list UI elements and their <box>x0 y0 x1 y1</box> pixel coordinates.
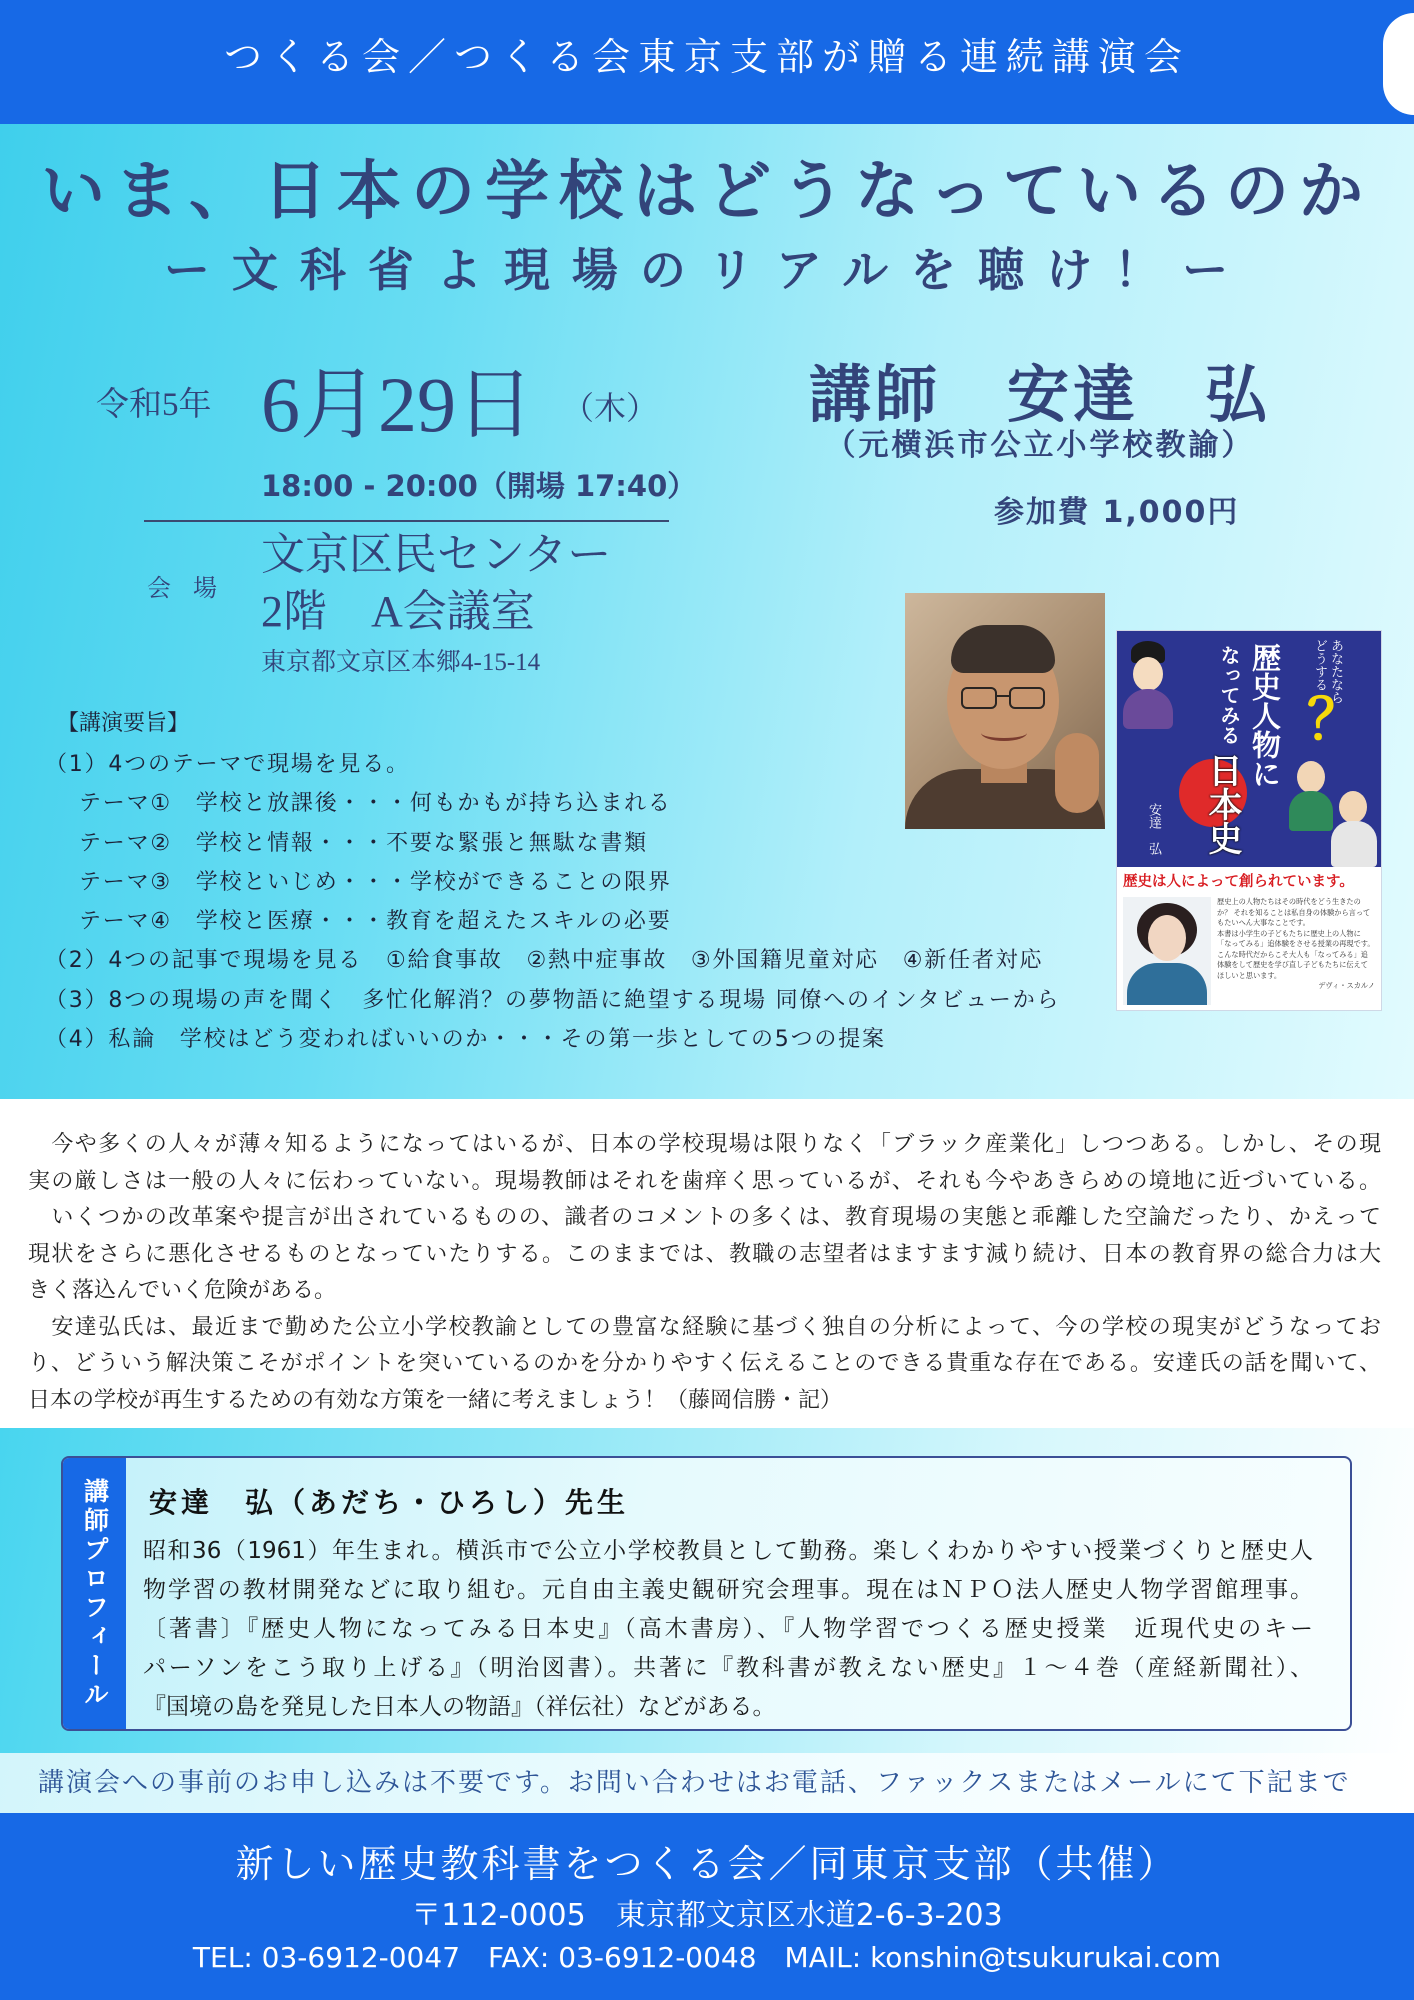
summary-item: （2）4つの記事で現場を見る ①給食事故 ②熱中症事故 ③外国籍児童対応 ④新任者対応 <box>45 948 1044 974</box>
intro-line: り、どういう解決策こそがポイントを突いているのかを分かりやすく伝えることのできる貴重な存在である。安達氏の話を聞いて、 <box>28 1351 1381 1376</box>
book-author: 安達 弘 <box>1146 803 1161 855</box>
book-catchphrase: あなたならどうする <box>1312 639 1343 704</box>
speaker-smile <box>981 725 1027 741</box>
organizer-contact: TEL: 03-6912-0047 FAX: 03-6912-0048 MAIL: konshin@tsukurukai.com <box>192 1941 1222 1974</box>
notice-text: 講演会への事前のお申し込みは不要です。お問い合わせはお電話、ファックスまたはメールにて下記まで <box>38 1768 1351 1798</box>
book-cover <box>1117 631 1381 1010</box>
venue-name: 文京区民センター <box>261 530 612 579</box>
intro-line: 今や多くの人々が薄々知るようになってはいるが、日本の学校現場は限りなく「ブラック産業化」しつつある。しかし、その現 <box>28 1132 1381 1157</box>
venue-room: 2階 A会議室 <box>261 587 535 636</box>
book-blurb-paragraph: 歴史上の人物たちはその時代をどう生きたのか？ それを知ることは私自身の体験から言ってもたいへん大事なことです。 <box>1217 897 1371 927</box>
endorser-face <box>1148 915 1186 961</box>
intro-line: 日本の学校が再生するための有効な方策を一緒に考えましょう！（藤岡信勝・記） <box>28 1387 843 1413</box>
profile-text <box>143 1532 1313 1727</box>
speaker-glasses-left <box>961 687 997 709</box>
profile-line: 物学習の教材開発などに取り組む。元自由主義史観研究会理事。現在はＮＰＯ法人歴史人物学習館理事。 <box>143 1577 1313 1603</box>
summary-heading: 【講演要旨】 <box>57 711 190 736</box>
profile-section <box>0 1428 1414 1753</box>
book-blurb-paragraph: 本書は小学生の子どもたちに歴史上の人物に「なってみる」追体験をさせる授業の再現です。 <box>1217 928 1375 948</box>
summary-theme-item: テーマ② 学校と情報・・・不要な緊張と無駄な書類 <box>79 830 648 856</box>
book-blurb-signature: デヴィ・スカルノ <box>1318 981 1375 990</box>
illustration-figure-2-face <box>1297 761 1325 793</box>
participation-fee: 参加費 1,000円 <box>994 495 1240 530</box>
book-cover-bottom <box>1117 867 1381 1010</box>
lecture-title: いま、日本の学校はどうなっているのか <box>41 155 1373 229</box>
speaker-hand <box>1055 733 1099 813</box>
intro-line: 安達弘氏は、最近まで勤めた公立小学校教諭としての豊富な経験に基づく独自の分析によって、今の学校の現実がどうなってお <box>28 1314 1381 1340</box>
book-title-line-2: なってみる <box>1217 645 1241 745</box>
speaker-glasses-right <box>1009 687 1045 709</box>
organizer-address: 〒112-0005 東京都文京区水道2-6-3-203 <box>411 1898 1003 1933</box>
illustration-figure-3-face <box>1339 791 1367 823</box>
question-mark-icon: ？ <box>1307 688 1363 753</box>
summary-item: （1）4つのテーマで現場を見る。 <box>45 752 410 777</box>
date-era: 令和5年 <box>96 387 212 423</box>
event-time: 18:00 - 20:00（開場 17:40） <box>261 469 697 503</box>
introduction-text <box>28 1127 1381 1419</box>
intro-line: 現状をさらに悪化させるものとなっていたりする。このままでは、教職の志望者はますます減り続け、日本の教育界の総合力は大 <box>28 1241 1381 1267</box>
introduction-section <box>0 1099 1414 1428</box>
profile-box <box>61 1456 1352 1731</box>
book-title-line-1: 歴史人物に <box>1248 643 1282 788</box>
lecturer-position: （元横浜市公立小学校教諭） <box>825 428 1255 463</box>
intro-line: 実の厳しさは一般の人々に伝わっていない。現場教師はそれを歯痒く思っているが、それも今やあきらめの境地に近づいている。 <box>28 1168 1381 1194</box>
book-tagline: 歴史は人によって創られています。 <box>1123 874 1354 890</box>
book-title-line-3: 日本史 <box>1202 753 1242 855</box>
book-blurb <box>1217 897 1375 992</box>
footer-bar <box>0 1813 1414 2000</box>
endorser-portrait <box>1123 897 1211 1005</box>
illustration-figure-face <box>1133 657 1163 691</box>
illustration-figure-robe <box>1123 689 1173 729</box>
profile-tab-label: 講師プロフィール <box>80 1477 110 1710</box>
date-day: 6月29日 <box>261 361 535 448</box>
intro-line: いくつかの改革案や提言が出されているものの、識者のコメントの多くは、教育現場の実態と乖離した空論だったり、かえって <box>28 1205 1381 1230</box>
lecturer-block <box>780 358 1300 463</box>
book-cover-top <box>1117 631 1381 867</box>
header-bar <box>0 0 1414 124</box>
header-circle-decoration <box>1383 13 1414 115</box>
illustration-figure-2-body <box>1289 791 1333 831</box>
book-blurb-paragraph: こんな時代だからこそ大人も「なってみる」追体験をして歴史を学び直し子どもたちに伝えてほしいと思います。 <box>1217 949 1368 980</box>
summary-theme-item: テーマ④ 学校と医療・・・教育を超えたスキルの必要 <box>79 909 672 935</box>
date-weekday: （木） <box>562 390 659 426</box>
endorser-dress <box>1127 963 1207 1005</box>
series-title: つくる会／つくる会東京支部が贈る連続講演会 <box>223 35 1190 79</box>
venue-address: 東京都文京区本郷4-15-14 <box>261 649 541 676</box>
profile-name: 安達 弘（あだち・ひろし）先生 <box>149 1486 630 1519</box>
organizer-name: 新しい歴史教科書をつくる会／同東京支部（共催） <box>235 1842 1179 1886</box>
summary-theme-item: テーマ① 学校と放課後・・・何もかもが持ち込まれる <box>79 791 672 817</box>
venue-label: 会 場 <box>147 576 225 602</box>
notice-strip <box>0 1753 1414 1813</box>
lecture-subtitle: ー文科省よ現場のリアルを聴け！ー <box>163 243 1251 297</box>
profile-line: パーソンをこう取り上げる』（明治図書）。共著に『教科書が教えない歴史』１～４巻（産経新聞社）、 <box>143 1655 1313 1681</box>
profile-line: 昭和36（1961）年生まれ。横浜市で公立小学校教員として勤務。楽しくわかりやすい授業づくりと歴史人 <box>143 1538 1313 1564</box>
summary-item: （4）私論 学校はどう変わればいいのか・・・その第一歩としての5つの提案 <box>45 1027 886 1053</box>
speaker-glasses-bridge <box>997 695 1009 697</box>
intro-line: きく落込んでいく危険がある。 <box>28 1278 337 1303</box>
profile-tab <box>63 1458 126 1729</box>
event-section <box>0 124 1414 1099</box>
lecturer-name: 講師 安達 弘 <box>808 358 1271 431</box>
profile-line: 『国境の島を発見した日本人の物語』（祥伝社）などがある。 <box>143 1694 776 1720</box>
date-divider <box>144 520 669 522</box>
summary-list <box>45 745 1060 1059</box>
profile-line: 〔著書〕『歴史人物になってみる日本史』（高木書房）、『人物学習でつくる歴史授業 近現代史のキー <box>143 1616 1313 1642</box>
illustration-figure-3-body <box>1331 821 1377 867</box>
speaker-hair <box>951 625 1055 673</box>
summary-item: （3）8つの現場の声を聞く 多忙化解消？の夢物語に絶望する現場 同僚へのインタビューから <box>45 987 1061 1013</box>
summary-theme-item: テーマ③ 学校といじめ・・・学校ができることの限界 <box>79 869 672 895</box>
